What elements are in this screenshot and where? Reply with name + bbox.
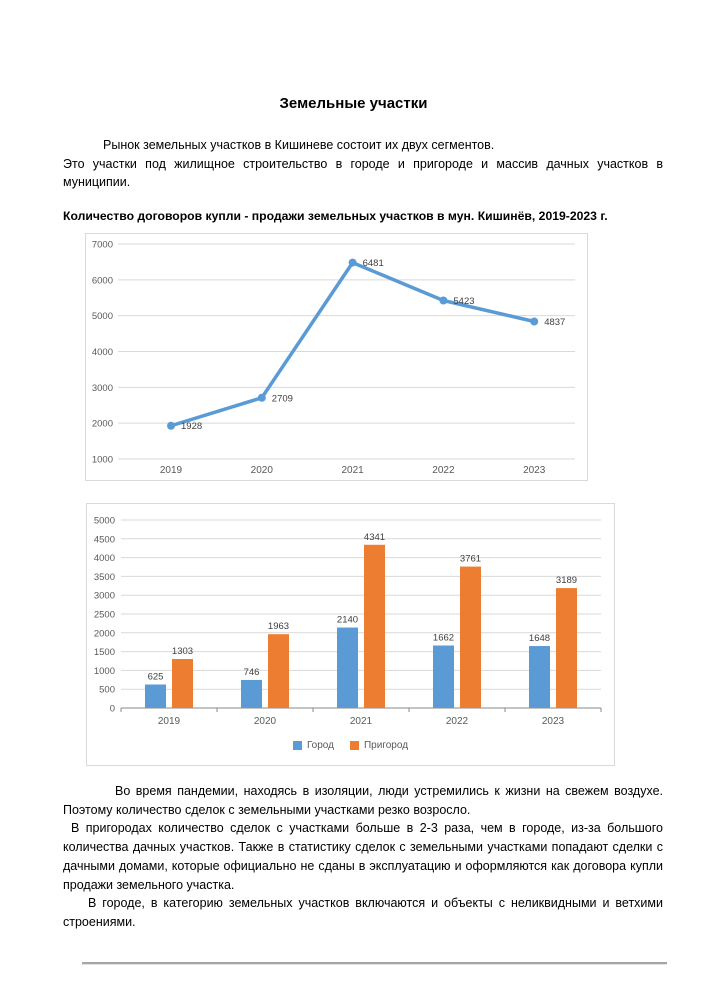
intro-paragraph-1: Рынок земельных участков в Кишиневе состоит их двух сегментов. [103,138,495,152]
svg-text:2709: 2709 [271,393,293,405]
x-axis-labels [158,716,565,727]
svg-text:2023: 2023 [541,716,565,727]
svg-text:2140: 2140 [336,614,359,626]
bar-chart [86,503,615,766]
svg-text:3000: 3000 [91,382,113,394]
y-axis-labels [92,240,113,466]
svg-text:4500: 4500 [93,534,115,546]
page-title: Земельные участки [279,95,428,112]
chart-legend [87,740,614,751]
series-line [171,263,534,426]
svg-text:1648: 1648 [528,633,551,645]
bar-Пригород [172,659,193,708]
svg-text:2023: 2023 [523,465,546,476]
bar-Пригород [364,545,385,708]
svg-text:2022: 2022 [432,465,455,476]
svg-text:500: 500 [99,684,115,696]
chart-heading: Количество договоров купли - продажи земельных участков в мун. Кишинёв, 2019-2023 г. [63,209,608,223]
legend-swatch-icon [293,741,302,750]
legend-label: Пригород [363,740,409,751]
body-paragraph-3: В городе, в категорию земельных участков включаются и объекты с неликвидными и ветхими строениями. [63,896,663,929]
bar-Пригород [268,634,289,708]
body-paragraph-2: В пригородах количество сделок с участками больше в 2-3 раза, чем в городе, из-за большого количества дачных участков. Также в статистику сделок с земельными участками попадают сделки с дачными домами, которые официально не сданы в эксплуатацию и оформляются как договора купли продажи земельного участка. [63,821,663,892]
svg-text:4000: 4000 [91,347,113,358]
svg-text:5000: 5000 [93,515,115,527]
svg-text:3500: 3500 [93,571,115,583]
svg-text:2019: 2019 [159,465,183,476]
bars [145,545,577,708]
bar-Пригород [556,588,577,708]
svg-text:1000: 1000 [91,454,113,466]
svg-text:6481: 6481 [362,258,384,270]
svg-text:2000: 2000 [91,418,113,430]
x-axis-labels [160,465,546,476]
svg-text:2000: 2000 [93,628,115,640]
svg-text:7000: 7000 [91,239,113,251]
svg-text:2019: 2019 [157,716,181,727]
svg-text:3189: 3189 [555,575,578,587]
legend-label: Город [306,740,334,751]
axis-ticks [121,708,601,712]
svg-text:1000: 1000 [93,665,115,677]
bar-Город [337,628,358,708]
line-chart [85,233,588,481]
svg-text:1303: 1303 [171,646,194,658]
bar-Пригород [460,567,481,708]
svg-text:625: 625 [147,671,164,683]
svg-text:5423: 5423 [453,296,475,308]
data-labels [148,532,578,683]
svg-text:3761: 3761 [459,553,482,565]
svg-text:1662: 1662 [432,632,455,644]
svg-text:2020: 2020 [253,716,277,727]
series-markers [167,259,538,433]
svg-text:1500: 1500 [93,647,115,659]
svg-text:4341: 4341 [363,531,386,543]
bar-Город [145,685,166,709]
svg-text:2021: 2021 [349,716,373,727]
svg-text:2022: 2022 [445,716,469,727]
bar-chart-svg [87,504,614,765]
svg-text:746: 746 [243,666,260,678]
svg-text:5000: 5000 [91,311,113,323]
intro-paragraph-2: Это участки под жилищное строительство в городе и пригороде и массив дачных участков в муниципии. [63,156,663,190]
intro-paragraphs [63,136,663,192]
body-paragraph-1: Во время пандемии, находясь в изоляции, люди устремились к жизни на свежем воздухе. Поэтому количество сделок с земельными участками резко возросло. [63,784,663,817]
legend-item-Город [293,740,334,751]
svg-text:2021: 2021 [341,465,364,476]
bar-Город [529,646,550,708]
bar-Город [433,646,454,708]
svg-text:4000: 4000 [93,553,115,565]
svg-text:1928: 1928 [181,421,203,433]
legend-swatch-icon [350,741,359,750]
line-chart-svg [86,234,587,480]
svg-text:3000: 3000 [93,590,115,602]
legend-item-Пригород [350,740,408,751]
svg-text:1963: 1963 [267,621,290,633]
y-axis-labels [94,516,115,715]
svg-text:2500: 2500 [93,609,115,621]
footer-divider-line [82,962,667,965]
body-paragraphs [63,782,663,932]
svg-text:0: 0 [109,703,115,715]
svg-text:2020: 2020 [250,465,273,476]
svg-text:6000: 6000 [91,275,113,287]
svg-text:4837: 4837 [544,317,566,329]
bar-Город [241,680,262,708]
